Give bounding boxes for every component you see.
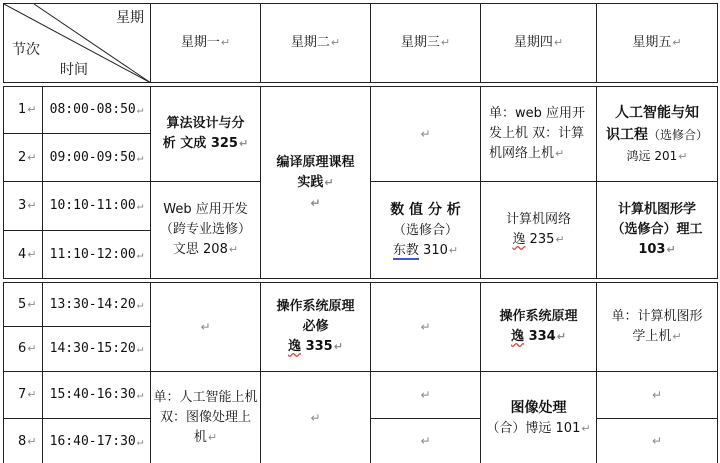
return-mark-icon: ↵ — [330, 36, 341, 49]
day-label: 星期四 — [513, 35, 553, 50]
return-mark-icon: ↵ — [228, 243, 239, 256]
header-corner-cell — [4, 4, 151, 83]
slot-number: 1↵ — [4, 87, 43, 134]
header-row — [4, 4, 718, 83]
course-cell-tue-1234: 编译原理课程 实践↵ ↵ — [261, 87, 371, 279]
day-header-thu — [481, 4, 597, 83]
course-cell-fri-12: 人工智能与知 识工程（选修合） 鸿远 201↵ — [597, 87, 718, 182]
slot-time: 10:10-11:00↵ — [43, 182, 151, 231]
course-cell-wed-34: 数 值 分 析 （选修合） 东教 310↵ — [371, 182, 481, 279]
return-mark-icon: ↵ — [27, 199, 37, 212]
slot-number: 5↵ — [4, 283, 43, 327]
return-mark-icon: ↵ — [27, 247, 37, 261]
return-mark-icon: ↵ — [27, 342, 37, 355]
return-mark-icon: ↵ — [27, 297, 37, 311]
course-cell-fri-7 — [597, 372, 718, 419]
course-cell-mon-56 — [151, 283, 261, 372]
slot-row-7 — [4, 372, 718, 419]
course-cell-mon-34: Web 应用开发 （跨专业选修） 文思 208↵ — [151, 182, 261, 279]
slot-number: 4↵ — [4, 231, 43, 279]
day-header-tue — [261, 4, 371, 83]
course-timetable — [3, 3, 718, 463]
slot-number: 8↵ — [4, 419, 43, 463]
course-cell-wed-8 — [371, 419, 481, 463]
course-cell-mon-78: 单：人工智能上机 双：图像处理上 机↵ — [151, 372, 261, 463]
return-mark-icon: ↵ — [136, 297, 144, 311]
return-mark-icon: ↵ — [420, 319, 431, 334]
day-label: 星期三 — [400, 35, 440, 50]
day-header-wed — [371, 4, 481, 83]
return-mark-icon: ↵ — [556, 330, 566, 343]
slot-time: 08:00-08:50↵ — [43, 87, 151, 134]
return-mark-icon: ↵ — [672, 330, 682, 343]
return-mark-icon: ↵ — [136, 247, 144, 261]
day-header-fri — [597, 4, 718, 83]
slot-number: 3↵ — [4, 182, 43, 231]
corner-label-weekday: 星期 — [116, 10, 144, 26]
return-mark-icon: ↵ — [440, 36, 451, 49]
return-mark-icon: ↵ — [672, 36, 682, 49]
return-mark-icon: ↵ — [651, 387, 663, 402]
return-mark-icon: ↵ — [555, 147, 565, 160]
course-cell-thu-78: 图像处理 （合）博远 101↵ — [481, 372, 597, 463]
return-mark-icon: ↵ — [136, 342, 144, 355]
slot-time: 15:40-16:30↵ — [43, 372, 151, 419]
return-mark-icon: ↵ — [310, 410, 321, 425]
timetable-wrapper — [3, 3, 717, 463]
course-cell-mon-12: 算法设计与分 析 文成 325↵ — [151, 87, 261, 182]
return-mark-icon: ↵ — [678, 149, 688, 163]
corner-label-time: 时间 — [60, 62, 88, 78]
return-mark-icon: ↵ — [200, 319, 211, 334]
course-cell-thu-56: 操作系统原理 逸 334↵ — [481, 283, 597, 372]
return-mark-icon: ↵ — [136, 199, 144, 212]
course-cell-wed-7 — [371, 372, 481, 419]
slot-number: 2↵ — [4, 134, 43, 182]
return-mark-icon: ↵ — [136, 103, 144, 116]
course-cell-fri-8 — [597, 419, 718, 463]
slot-time: 16:40-17:30↵ — [43, 419, 151, 463]
return-mark-icon: ↵ — [553, 36, 564, 49]
course-cell-wed-12 — [371, 87, 481, 182]
return-mark-icon: ↵ — [136, 434, 144, 448]
slot-row-5 — [4, 283, 718, 327]
slot-row-1 — [4, 87, 718, 134]
course-cell-fri-56: 单：计算机图形 学上机↵ — [597, 283, 718, 372]
return-mark-icon: ↵ — [324, 175, 334, 189]
return-mark-icon: ↵ — [448, 244, 459, 257]
return-mark-icon: ↵ — [207, 431, 218, 444]
return-mark-icon: ↵ — [420, 126, 431, 141]
course-cell-tue-56: 操作系统原理 必修 逸 335↵ — [261, 283, 371, 372]
slot-number: 7↵ — [4, 372, 43, 419]
slot-time: 11:10-12:00↵ — [43, 231, 151, 279]
slot-time: 09:00-09:50↵ — [43, 134, 151, 182]
course-cell-thu-34: 计算机网络 逸 235↵ — [481, 182, 597, 279]
day-label: 星期二 — [290, 35, 330, 50]
return-mark-icon: ↵ — [238, 137, 249, 150]
return-mark-icon: ↵ — [27, 434, 37, 448]
slot-time: 14:30-15:20↵ — [43, 327, 151, 372]
course-cell-wed-56 — [371, 283, 481, 372]
course-cell-thu-12: 单：web 应用开 发上机 双：计算 机网络上机↵ — [481, 87, 597, 182]
return-mark-icon: ↵ — [420, 387, 431, 402]
slot-time: 13:30-14:20↵ — [43, 283, 151, 327]
return-mark-icon: ↵ — [420, 434, 431, 448]
return-mark-icon: ↵ — [555, 233, 565, 246]
return-mark-icon: ↵ — [333, 340, 343, 353]
return-mark-icon: ↵ — [27, 150, 37, 164]
day-label: 星期一 — [180, 35, 220, 50]
return-mark-icon: ↵ — [651, 434, 663, 448]
return-mark-icon: ↵ — [27, 388, 37, 401]
return-mark-icon: ↵ — [136, 388, 144, 401]
return-mark-icon: ↵ — [27, 103, 37, 116]
course-cell-tue-78 — [261, 372, 371, 463]
course-cell-fri-34: 计算机图形学 （选修合）理工 103↵ — [597, 182, 718, 279]
day-label: 星期五 — [632, 35, 672, 50]
slot-number: 6↵ — [4, 327, 43, 372]
return-mark-icon: ↵ — [136, 150, 144, 164]
return-mark-icon: ↵ — [666, 243, 676, 256]
return-mark-icon: ↵ — [310, 195, 321, 210]
return-mark-icon: ↵ — [220, 36, 231, 49]
corner-label-period: 节次 — [12, 42, 40, 58]
day-header-mon — [151, 4, 261, 83]
return-mark-icon: ↵ — [581, 422, 591, 435]
